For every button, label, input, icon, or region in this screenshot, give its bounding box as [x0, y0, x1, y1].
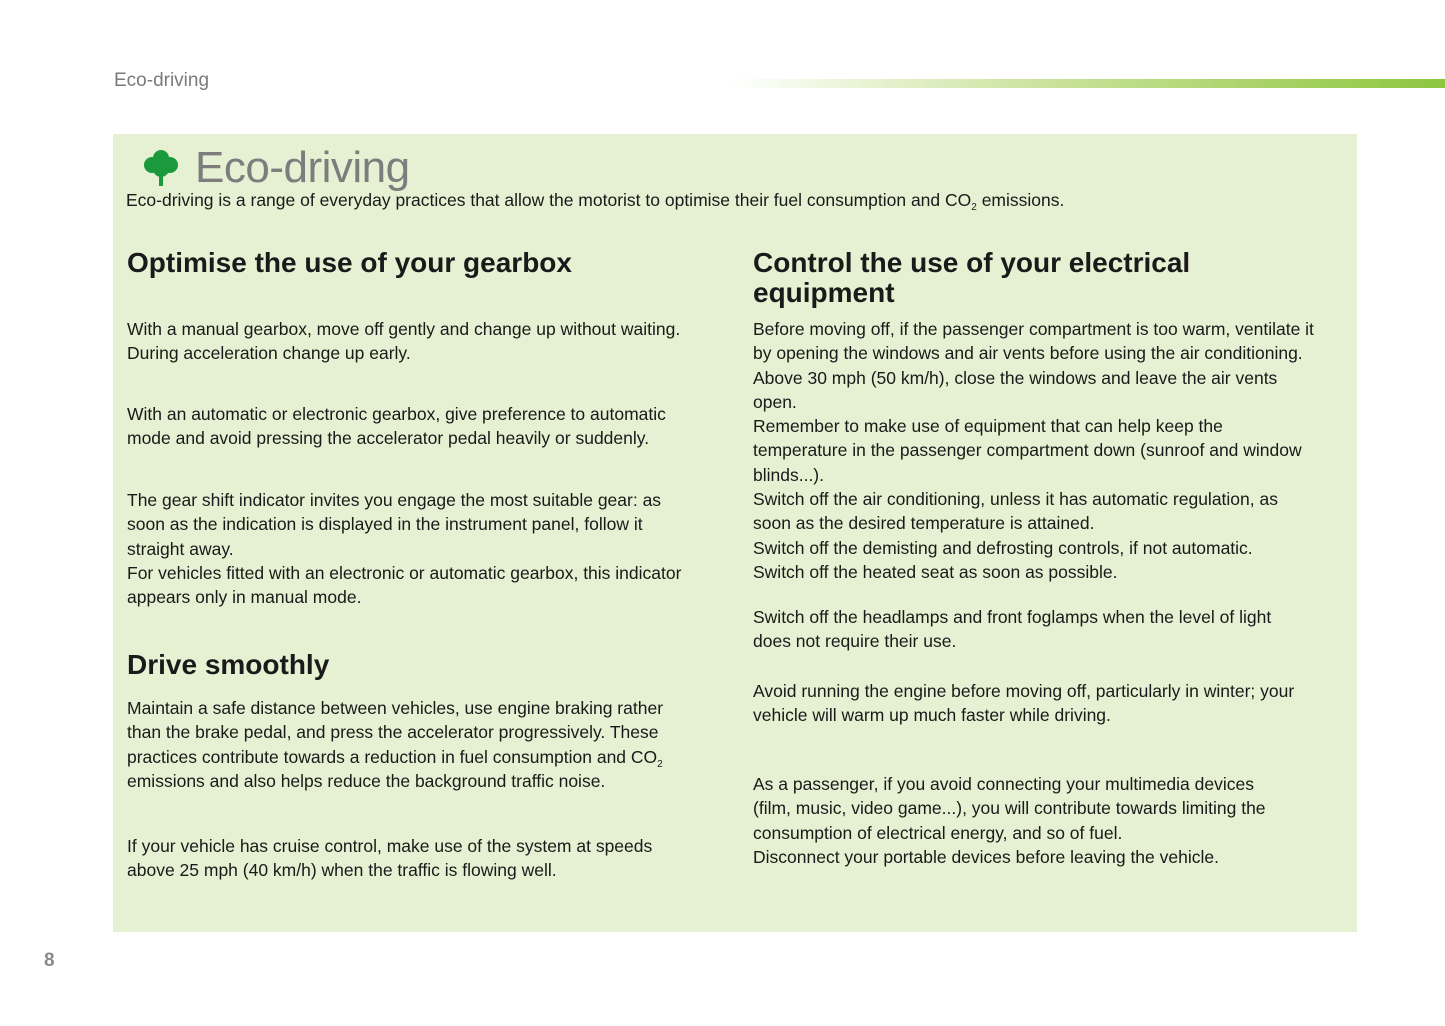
page-number: 8: [44, 950, 55, 971]
drive-smoothly-heading: Drive smoothly: [127, 649, 330, 680]
gearbox-heading: Optimise the use of your gearbox: [127, 247, 572, 278]
smooth-paragraph-cruise: If your vehicle has cruise control, make use of the system at speeds above 25 mph (40 km/h) when the traffic is flowing well.: [127, 836, 653, 881]
electrical-paragraph-multimedia: As a passenger, if you avoid connecting your multimedia devices (film, music, video game...), you will contribute towards limiting the consumption of electrical energy, and so of fuel. Disconnect your portable devices before leaving the vehicle.: [753, 774, 1266, 867]
electrical-paragraph-engine: Avoid running the engine before moving off, particularly in winter; your vehicle will warm up much faster while driving.: [753, 681, 1295, 726]
gearbox-paragraph-automatic: With an automatic or electronic gearbox, give preference to automatic mode and avoid pressing the accelerator pedal heavily or suddenly.: [127, 404, 666, 449]
page-title: Eco-driving: [195, 143, 410, 192]
header-accent-bar: [730, 79, 1445, 88]
intro-text: Eco-driving is a range of everyday practices that allow the motorist to optimise their fuel consumption and $CO_2$ emissions.: [126, 190, 1065, 213]
electrical-paragraph-headlamps: Switch off the headlamps and front foglamps when the level of light does not require their use.: [753, 607, 1272, 652]
title-row: [143, 142, 410, 194]
electrical-paragraph-ventilation: Before moving off, if the passenger compartment is too warm, ventilate it by opening the windows and air vents before using the air conditioning. Above 30 mph (50 km/h), close the windows and leave the air vents open. Remember to make use of equipment that can help keep the temperature in the passenger compartment down (sunroof and window blinds...). Switch off the air conditioning, unless it has automatic regulation, as soon as the desired temperature is attained. Switch off the demisting and defrosting controls, if not automatic. Switch off the heated seat as soon as possible.: [753, 319, 1314, 582]
eco-driving-panel: [113, 134, 1357, 932]
electrical-heading: Control the use of your electrical equipment: [753, 247, 1191, 308]
gearbox-paragraph-manual: With a manual gearbox, move off gently and change up without waiting. During acceleration change up early.: [127, 319, 681, 364]
smooth-paragraph-distance: Maintain a safe distance between vehicles, use engine braking rather than the brake pedal, and press the accelerator progressively. These practices contribute towards a reduction in fuel consumption and $CO_2$ emissions and also helps reduce the background traffic noise.: [127, 698, 664, 791]
tree-icon: [143, 148, 179, 188]
header-section-title: Eco-driving: [114, 70, 210, 91]
gearbox-paragraph-indicator: The gear shift indicator invites you engage the most suitable gear: as soon as the indication is displayed in the instrument panel, follow it straight away. For vehicles fitted with an electronic or automatic gearbox, this indicator appears only in manual mode.: [127, 490, 682, 608]
